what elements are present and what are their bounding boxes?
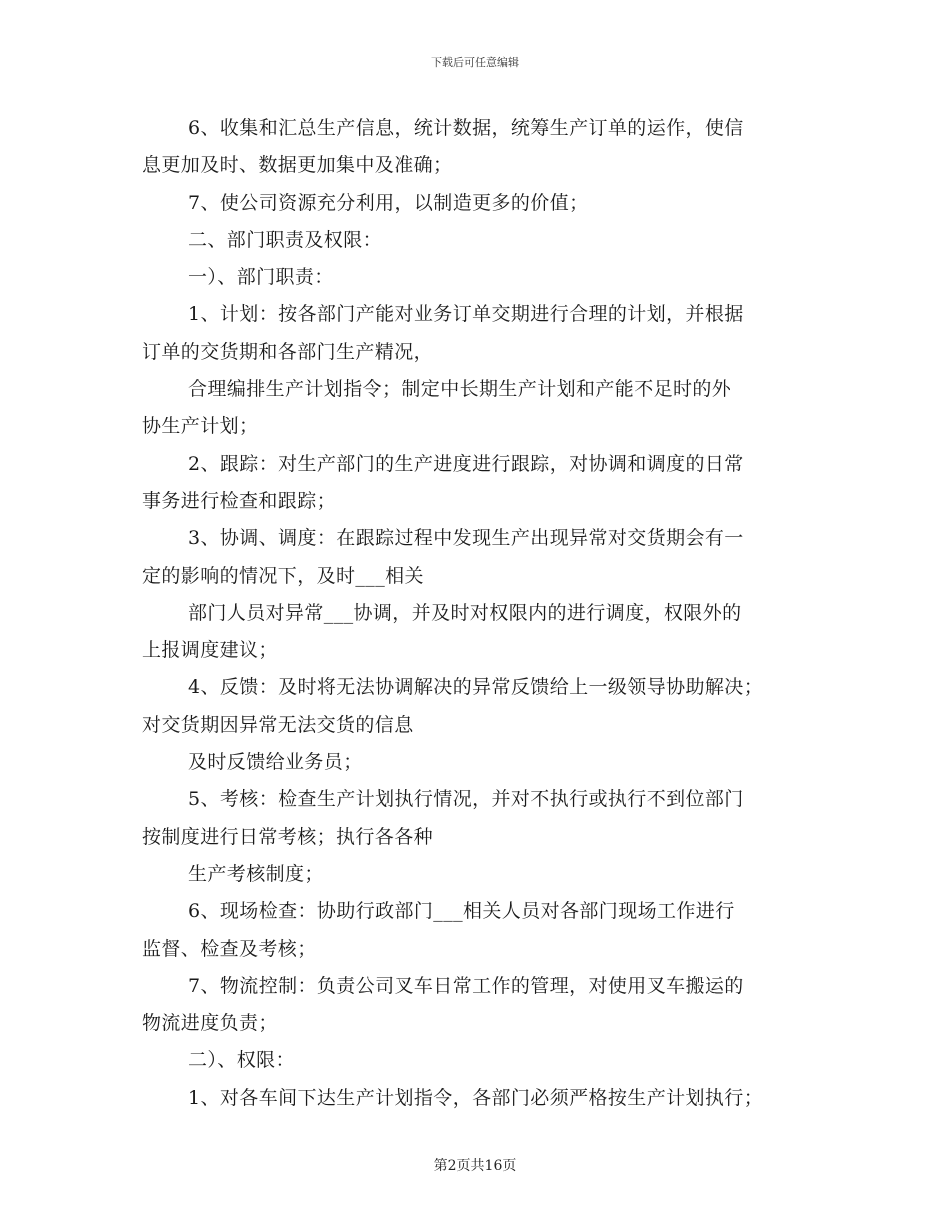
text-line: 6、收集和汇总生产信息，统计数据，统筹生产订单的运作，使信 [188,117,744,139]
text-line: 2、跟踪：对生产部门的生产进度进行跟踪，对协调和调度的日常 [188,452,744,475]
text-line: 事务进行检查和跟踪； [142,489,337,512]
text-line: 4、反馈：及时将无法协调解决的异常反馈给上一级领导协助解决； [188,676,764,699]
text-line: 物流进度负责； [142,1012,278,1035]
text-line: 息更加及时、数据更加集中及准确； [142,154,453,177]
document-body [142,110,822,1117]
text-line: 监督、检查及考核； [142,937,317,960]
text-line: 上报调度建议； [142,639,278,662]
text-line: 6、现场检查：协助行政部门___相关人员对各部门现场工作进行 [188,900,735,923]
text-line: 5、考核：检查生产计划执行情况，并对不执行或执行不到位部门 [188,788,744,811]
text-line: 7、物流控制：负责公司叉车日常工作的管理，对使用叉车搬运的 [188,974,744,997]
text-line: 订单的交货期和各部门生产精况， [142,340,434,363]
text-line: 协生产计划； [142,415,259,438]
subsection-heading: 二）、权限： [188,1049,295,1072]
text-line: 1、计划：按各部门产能对业务订单交期进行合理的计划，并根据 [188,303,744,326]
text-line: 按制度进行日常考核；执行各各种 [142,825,434,848]
text-line: 生产考核制度； [188,862,324,885]
text-line: 7、使公司资源充分利用，以制造更多的价值； [188,191,589,214]
text-line: 及时反馈给业务员； [188,751,363,774]
text-line: 3、协调、调度：在跟踪过程中发现生产出现异常对交货期会有一 [188,527,744,550]
page-header: 下载后可任意编辑 [431,56,519,69]
section-heading: 二、部门职责及权限： [188,228,383,251]
text-line: 定的影响的情况下，及时___相关 [142,564,424,587]
text-line: 对交货期因异常无法交货的信息 [142,713,414,736]
text-line: 合理编排生产计划指令；制定中长期生产计划和产能不足时的外 [188,378,732,401]
text-line: 部门人员对异常___协调，并及时对权限内的进行调度，权限外的 [188,601,742,624]
text-line: 1、对各车间下达生产计划指令，各部门必须严格按生产计划执行； [188,1086,764,1109]
subsection-heading: 一）、部门职责： [188,266,334,289]
page-footer: 第2页共16页 [433,1158,517,1174]
